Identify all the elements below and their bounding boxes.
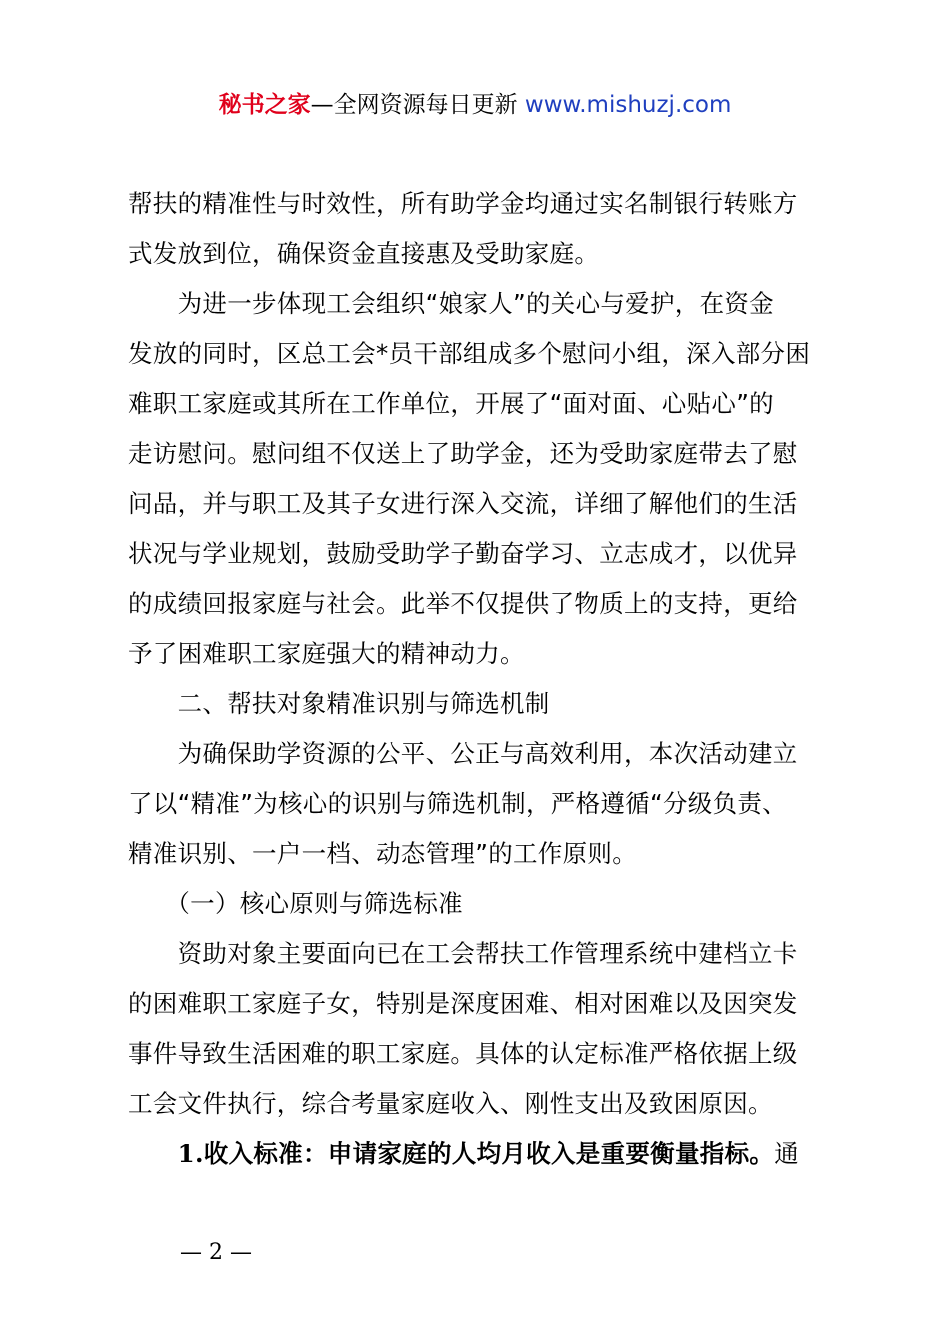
- section-heading: 二、帮扶对象精准识别与筛选机制: [128, 689, 550, 718]
- site-header: [0, 88, 950, 122]
- header-url[interactable]: www.mishuzj.com: [524, 92, 732, 118]
- body-line: 工会文件执行，综合考量家庭收入、刚性支出及致困原因。: [128, 1089, 773, 1118]
- criteria-bold-text: 1.收入标准：申请家庭的人均月收入是重要衡量指标。: [128, 1139, 775, 1168]
- subsection-heading: （一）核心原则与筛选标准: [128, 889, 463, 918]
- body-line: 为进一步体现工会组织“娘家人”的关心与爱护，在资金: [128, 289, 774, 318]
- body-line: 予了困难职工家庭强大的精神动力。: [128, 639, 525, 668]
- header-slogan: —全网资源每日更新: [310, 92, 518, 118]
- body-line: 事件导致生活困难的职工家庭。具体的认定标准严格依据上级: [128, 1039, 798, 1068]
- body-line: 的成绩回报家庭与社会。此举不仅提供了物质上的支持，更给: [128, 589, 798, 618]
- body-line: 发放的同时，区总工会*员干部组成多个慰问小组，深入部分困: [128, 339, 811, 368]
- page-number: — 2 —: [180, 1240, 252, 1265]
- body-line: 走访慰问。慰问组不仅送上了助学金，还为受助家庭带去了慰: [128, 439, 798, 468]
- body-line: 精准识别、一户一档、动态管理”的工作原则。: [128, 839, 637, 868]
- brand-name: 秘书之家: [218, 92, 311, 118]
- body-line: 式发放到位，确保资金直接惠及受助家庭。: [128, 239, 600, 268]
- body-line: 了以“精准”为核心的识别与筛选机制，严格遵循“分级负责、: [128, 789, 787, 818]
- body-line: 帮扶的精准性与时效性，所有助学金均通过实名制银行转账方: [128, 189, 798, 218]
- body-line: 资助对象主要面向已在工会帮扶工作管理系统中建档立卡: [128, 939, 798, 968]
- body-line: 难职工家庭或其所在工作单位，开展了“面对面、心贴心”的: [128, 389, 774, 418]
- criteria-tail-text: 通: [774, 1139, 799, 1168]
- body-line: 状况与学业规划，鼓励受助学子勤奋学习、立志成才，以优异: [128, 539, 798, 568]
- criteria-line: [128, 1136, 799, 1172]
- body-line: 的困难职工家庭子女，特别是深度困难、相对困难以及因突发: [128, 989, 798, 1018]
- body-line: 为确保助学资源的公平、公正与高效利用，本次活动建立: [128, 739, 798, 768]
- body-line: 问品，并与职工及其子女进行深入交流，详细了解他们的生活: [128, 489, 798, 518]
